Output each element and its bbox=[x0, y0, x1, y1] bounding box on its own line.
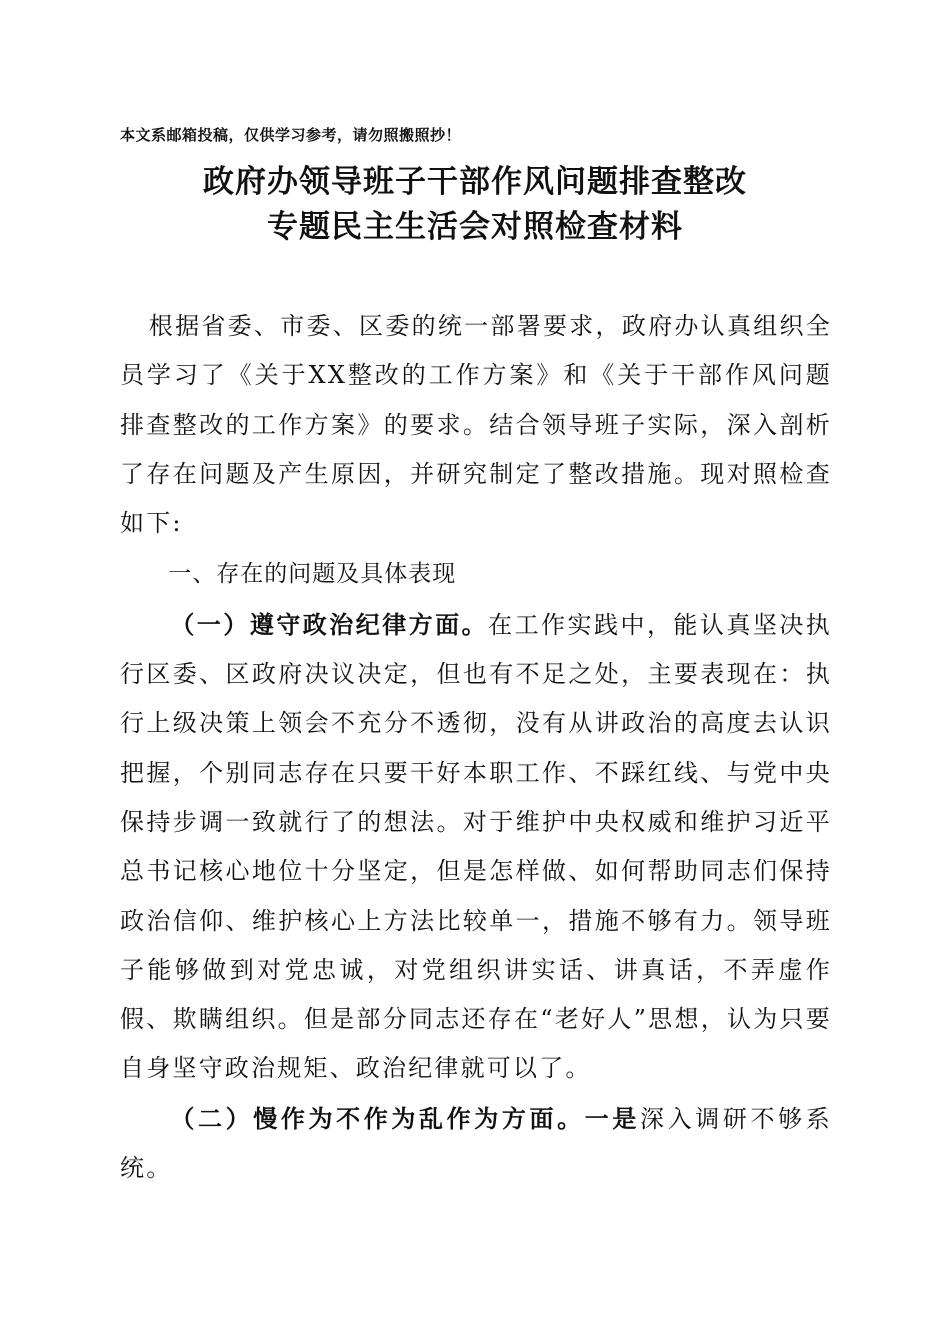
subsection-text: 在工作实践中，能认真坚决执行区委、区政府决议决定，但也有不足之处，主要表现在：执行上级决策上领会不充分不透彻，没有从讲政治的高度去认识把握，个别同志存在只要干好本职工作、不踩红线、与党中央保持步调一致就行了的想法。对于维护中央权威和维护习近平总书记核心地位十分坚定，但是怎样做、如何帮助同志们保持政治信仰、维护核心上方法比较单一，措施不够有力。领导班子能够做到对党忠诚，对党组织讲实话、讲真话，不弄虚作假、欺瞒组织。但是部分同志还存在“老好人”思想，认为只要自身坚守政治规矩、政治纪律就可以了。 bbox=[120, 610, 832, 1083]
subsection-label: （一）遵守政治纪律方面。 bbox=[170, 609, 489, 639]
document-title-line-1: 政府办领导班子干部作风问题排查整改 bbox=[203, 164, 747, 200]
subsection-inaction bbox=[120, 1094, 832, 1194]
subsection-lead: 一是 bbox=[584, 1103, 641, 1133]
intro-paragraph: 根据省委、市委、区委的统一部署要求，政府办认真组织全员学习了《关于XX整改的工作方案》和《关于干部作风问题排查整改的工作方案》的要求。结合领导班子实际，深入剖析了存在问题及产生原因，并研究制定了整改措施。现对照检查如下: bbox=[120, 312, 832, 538]
subsection-political-discipline bbox=[120, 600, 832, 1094]
subsection-label: （二）慢作为不作为乱作为方面。 bbox=[170, 1103, 585, 1133]
document-title-line-2: 专题民主生活会对照检查材料 bbox=[267, 209, 683, 245]
subsection-text: 深入调研不够系统。 bbox=[120, 1104, 833, 1183]
document-body bbox=[120, 302, 832, 1193]
submission-notice: 本文系邮箱投稿，仅供学习参考，请勿照搬照抄！ bbox=[120, 126, 462, 144]
section-heading-problems: 一、存在的问题及具体表现 bbox=[168, 561, 457, 588]
